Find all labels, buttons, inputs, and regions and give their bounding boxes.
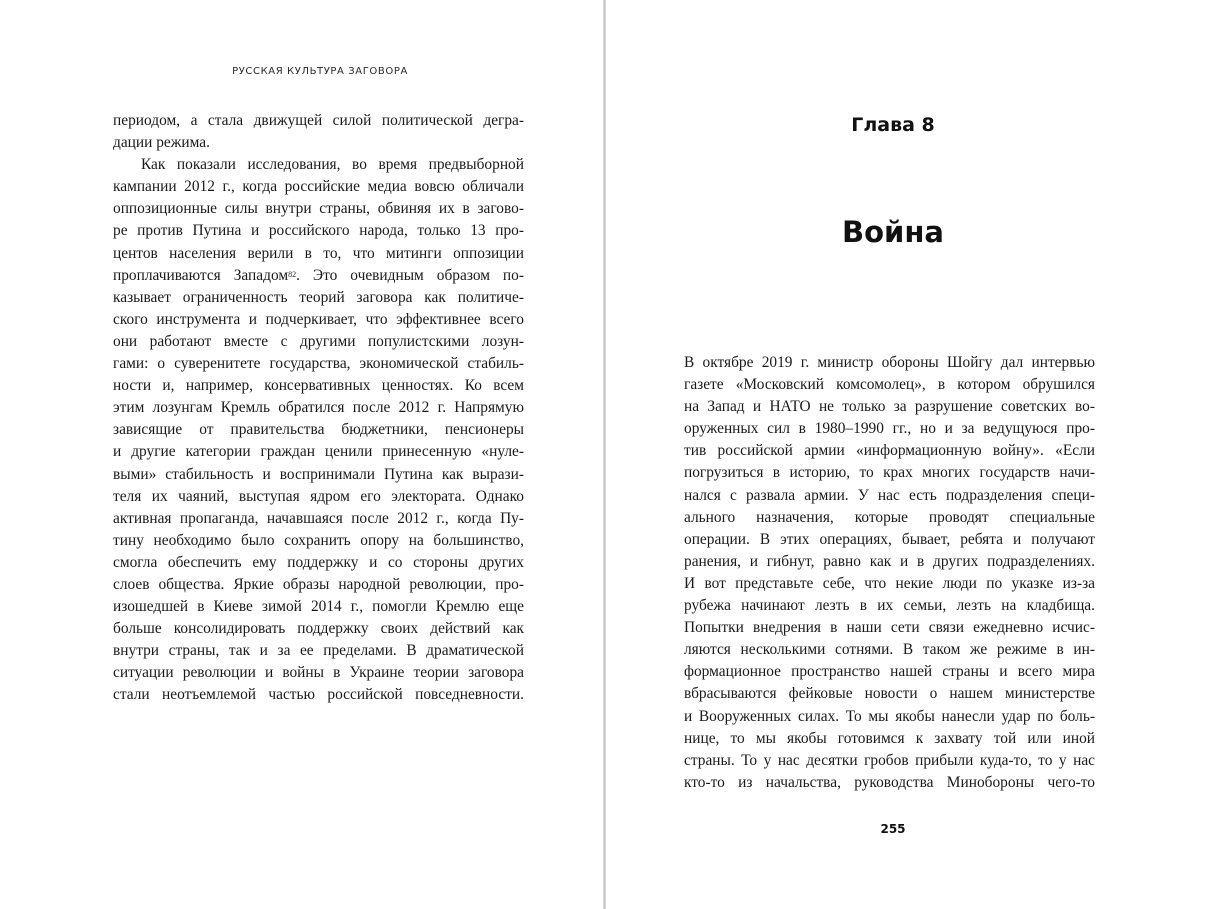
text-line: дации режима. (113, 134, 210, 152)
text-line: на Запад и НАТО не только за разрушение советских во- (684, 398, 1095, 416)
text-line: центов населения верили в то, что митинги оппозиции (113, 244, 524, 262)
text-line: оппозиционные силы внутри страны, обвиняя их в загово- (113, 200, 524, 218)
right-page (606, 0, 1208, 909)
text-line: ситуации революции и войны в Украине теории заговора (113, 664, 524, 682)
text-line: кампании 2012 г., когда российские медиа вовсю обличали (113, 178, 524, 196)
text-line: теля их чаяний, выступая ядром его электората. Однако (113, 487, 524, 505)
text-line: оруженных сил в 1980–1990 гг., но и за ведущуюся про- (684, 420, 1095, 438)
text-line: ского инструмента и подчеркивает, что эффективнее всего (113, 310, 524, 328)
text-line: рубежа начинают лезть в их семьи, лезть на кладбища. (684, 597, 1095, 615)
text-line: Как показали исследования, во время предвыборной (141, 156, 524, 174)
text-line: внутри страны, так и за ее пределами. В драматической (113, 642, 524, 660)
text-line: этим лозунгам Кремль обратился после 2012 г. Напрямую (113, 399, 524, 417)
text-line: ности и, например, консервативных ценностях. Ко всем (113, 377, 524, 395)
text-line: изошедшей в Киеве зимой 2014 г., помогли Кремлю еще (113, 598, 524, 616)
text-line: ре против Путина и российского народа, только 13 про- (113, 222, 524, 240)
text-line: казывает ограниченность теорий заговора как политиче- (113, 288, 524, 306)
text-line: выми» стабильность и воспринимали Путина как вырази- (113, 465, 524, 483)
chapter-title: Война (842, 215, 944, 249)
text-line: периодом, а стала движущей силой политической дегра- (113, 112, 524, 129)
text-line: тину необходимо было сохранить опору на большинство, (113, 531, 524, 549)
text-fragment: . Это очевидным образом по- (296, 266, 524, 284)
text-line: нице, то мы якобы готовимся к захвату той или иной (684, 729, 1095, 747)
chapter-label: Глава 8 (851, 114, 935, 136)
text-line: ляются несколькими сотнями. В таком же режиме в ин- (684, 641, 1095, 659)
text-line-with-footnote (113, 265, 524, 287)
running-head: РУССКАЯ КУЛЬТУРА ЗАГОВОРА (232, 66, 408, 77)
text-line: И вот представьте себе, что некие люди по указке из-за (684, 574, 1095, 592)
footnote-marker[interactable]: 82 (288, 269, 297, 279)
text-line: ального назначения, которые проводят специальные (684, 508, 1095, 526)
text-line: нался с развала армии. У нас есть подразделения специ- (684, 486, 1095, 504)
text-line: формационное пространство нашей страны и всего мира (684, 663, 1095, 681)
text-line: стали неотъемлемой частью российской повседневности. (113, 686, 524, 704)
right-body-text (684, 352, 1095, 794)
text-line: зависящие от правительства бюджетники, пенсионеры (113, 421, 524, 439)
text-line: кто-то из начальства, руководства Минобороны чего-то (684, 773, 1095, 791)
text-line: операции. В этих операциях, бывает, ребята и получают (684, 530, 1095, 548)
text-fragment: проплачиваются Западом (113, 266, 289, 284)
text-line: тив российской армии «информационную войну». «Если (684, 442, 1095, 460)
text-line: гами: о суверенитете государства, экономической стабиль- (113, 355, 524, 373)
left-body-text (113, 110, 524, 707)
text-line: В октябре 2019 г. министр обороны Шойгу дал интервью (684, 354, 1095, 371)
text-line: и другие категории граждан ценили принесенную «нуле- (113, 443, 524, 461)
text-line: ранения, и гибнут, равно как и в других подразделениях. (684, 552, 1095, 570)
text-line: слоев общества. Яркие образы народной революции, про- (113, 575, 524, 593)
text-line: больше консолидировать поддержку своих действий как (113, 620, 524, 638)
text-line: активная пропаганда, начавшаяся после 2012 г., когда Пу- (113, 509, 524, 527)
text-line: вбрасываются фейковые новости о нашем министерстве (684, 685, 1095, 703)
text-line: погрузиться в историю, то крах многих государств начи- (684, 464, 1095, 482)
text-line: газете «Московский комсомолец», в котором обрушился (684, 376, 1095, 394)
text-line: они работают вместе с другими популистскими лозун- (113, 332, 524, 350)
text-line: страны. То у нас десятки гробов прибыли куда-то, то у нас (684, 751, 1095, 769)
text-line: Попытки внедрения в наши сети связи ежедневно исчис- (684, 619, 1095, 637)
text-line: смогла обеспечить ему поддержку и со стороны других (113, 553, 524, 571)
page-number: 255 (880, 822, 906, 836)
text-line: и Вооруженных силах. То мы якобы нанесли удар по боль- (684, 707, 1095, 725)
